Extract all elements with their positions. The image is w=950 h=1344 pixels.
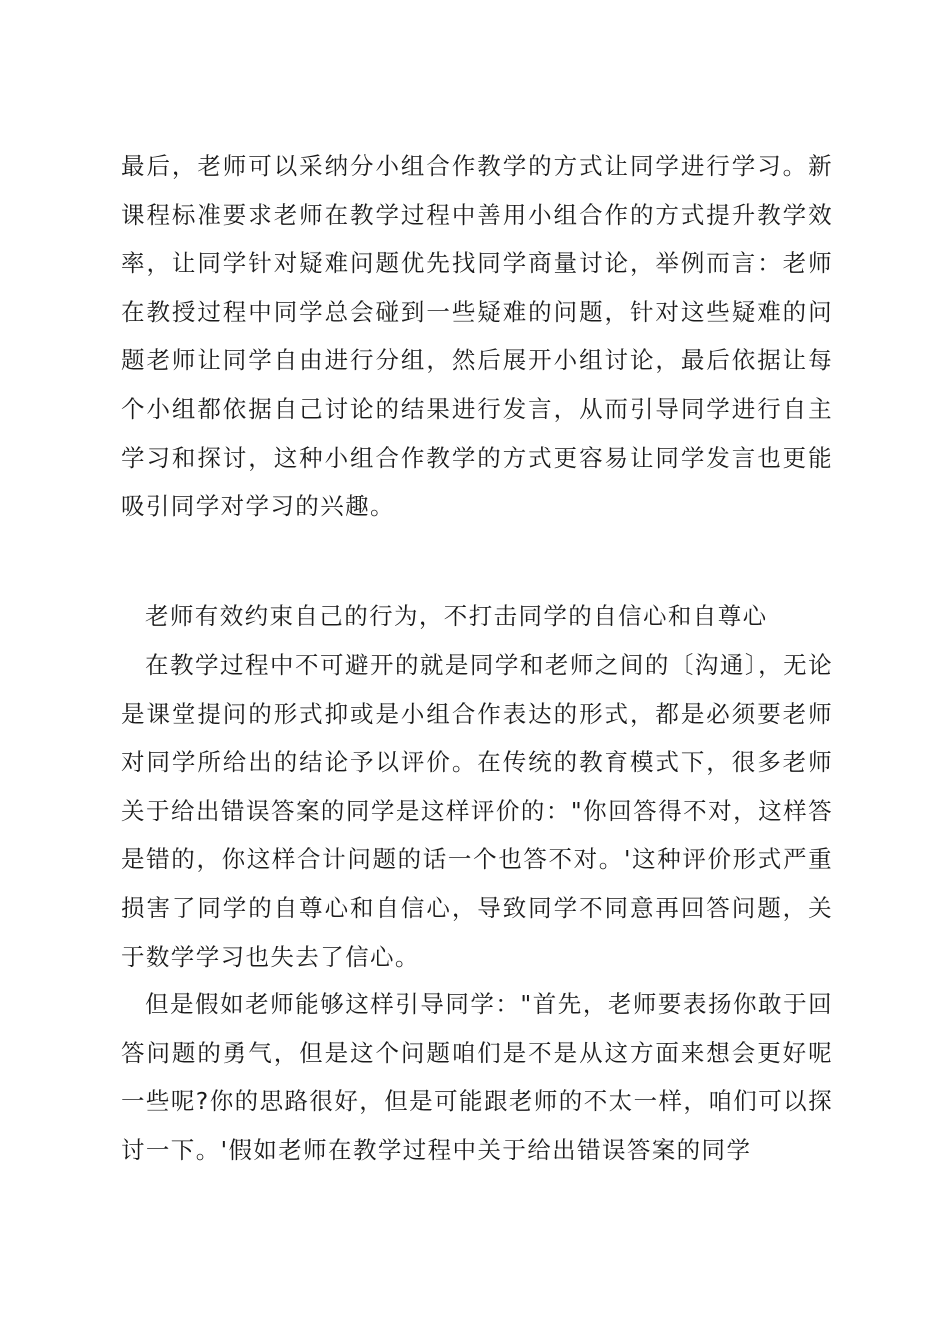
paragraph-guidance: 但是假如老师能够这样引导同学："首先，老师要表扬你敢于回答问题的勇气，但是这个问题咱们是不是从这方面来想会更好呢一些呢?你的思路很好，但是可能跟老师的不太一样，咱们可以探讨一下。'假如老师在教学过程中关于给出错误答案的同学 [121, 990, 833, 1164]
paragraph-group-work: 最后，老师可以采纳分小组合作教学的方式让同学进行学习。新课程标准要求老师在教学过程中善用小组合作的方式提升教学效率，让同学针对疑难问题优先找同学商量讨论，举例而言：老师在教授过程中同学总会碰到一些疑难的问题，针对这些疑难的问题老师让同学自由进行分组，然后展开小组讨论，最后依据让每个小组都依据自己讨论的结果进行发言，从而引导同学进行自主学习和探讨，这种小组合作教学的方式更容易让同学发言也更能吸引同学对学习的兴趣。 [121, 152, 833, 521]
section-heading: 老师有效约束自己的行为，不打击同学的自信心和自尊心 [145, 602, 768, 630]
paragraph-communication: 在教学过程中不可避开的就是同学和老师之间的〔沟通〕，无论是课堂提问的形式抑或是小组合作表达的形式，都是必须要老师对同学所给出的结论予以评价。在传统的教育模式下，很多老师关于给出错误答案的同学是这样评价的："你回答得不对，这样答是错的，你这样合计问题的话一个也答不对。'这种评价形式严重损害了同学的自尊心和自信心，导致同学不同意再回答问题，关于数学学习也失去了信心。 [121, 651, 833, 971]
